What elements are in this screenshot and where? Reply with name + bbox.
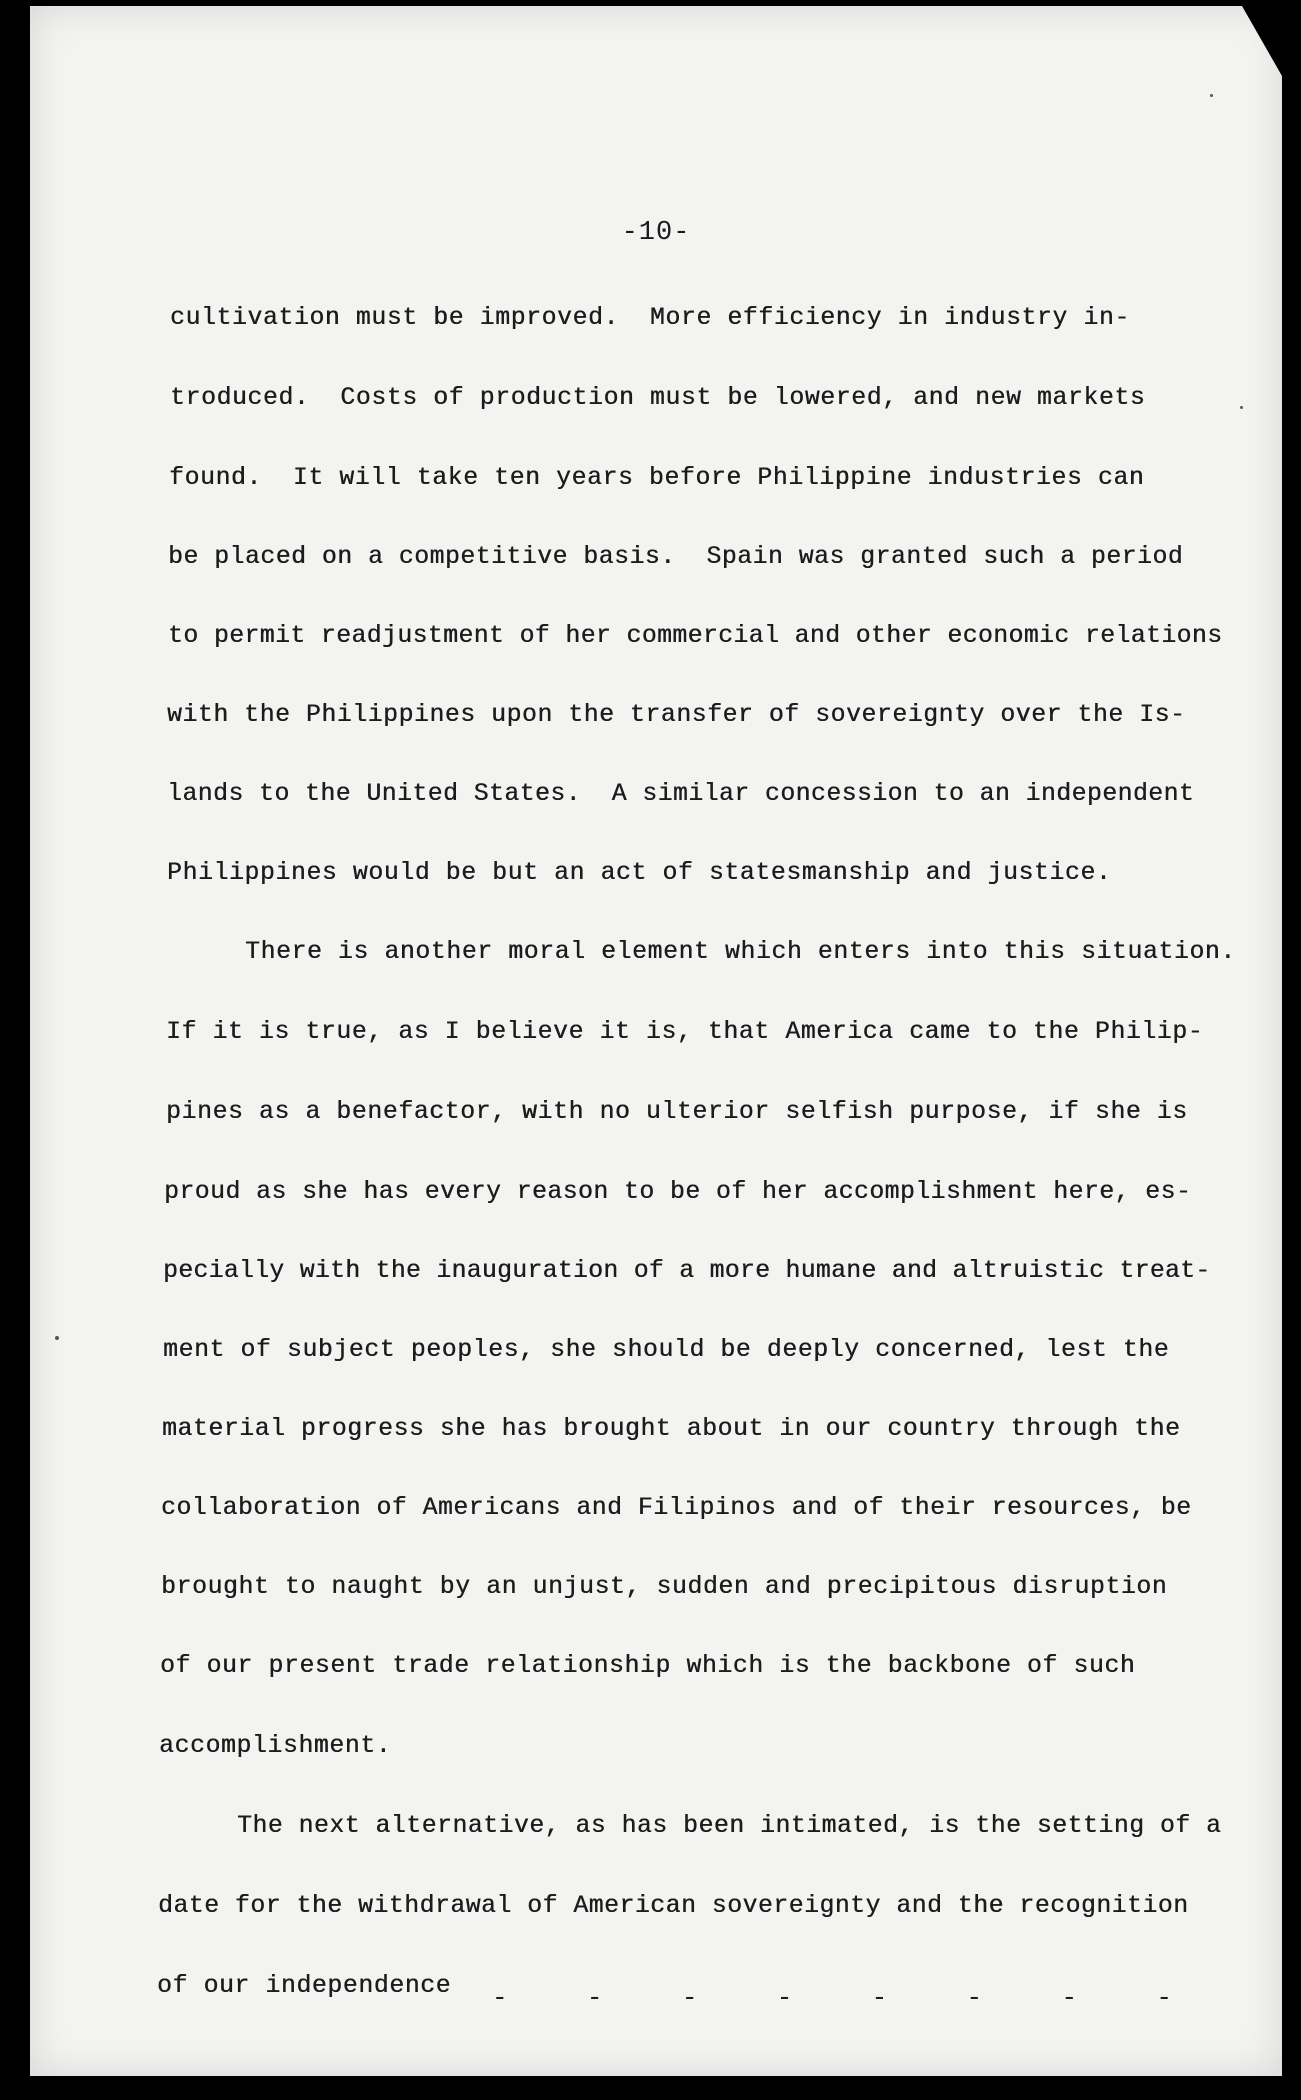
- ink-speck: [1210, 94, 1213, 97]
- text-line: of our independence: [157, 1972, 452, 2000]
- text-line: date for the withdrawal of American sovereignty and the recognition: [158, 1892, 1189, 1920]
- text-line: lands to the United States. A similar concession to an independent: [167, 780, 1195, 808]
- text-line: pines as a benefactor, with no ulterior selfish purpose, if she is: [166, 1098, 1188, 1126]
- text-line: Philippines would be but an act of statesmanship and justice.: [167, 859, 1112, 887]
- text-line: to permit readjustment of her commercial and other economic relations: [168, 622, 1223, 650]
- dash-leader: [492, 1983, 1172, 2013]
- document-page: [30, 6, 1282, 2076]
- folded-corner: [1242, 6, 1282, 76]
- text-line: found. It will take ten years before Philippine industries can: [169, 464, 1145, 492]
- page-number: -10-: [621, 218, 691, 248]
- text-line: of our present trade relationship which is the backbone of such: [160, 1652, 1136, 1680]
- dash: -: [871, 1983, 888, 2013]
- text-line: If it is true, as I believe it is, that America came to the Philip-: [166, 1018, 1204, 1046]
- dash: -: [1061, 1983, 1078, 2013]
- ink-speck: [1240, 406, 1243, 409]
- text-line: ment of subject peoples, she should be deeply concerned, lest the: [163, 1336, 1170, 1364]
- text-line: collaboration of Americans and Filipinos and of their resources, be: [161, 1494, 1192, 1522]
- dash: -: [776, 1983, 793, 2013]
- text-line: proud as she has every reason to be of her accomplishment here, es-: [164, 1178, 1192, 1206]
- ink-speck: [55, 1336, 59, 1340]
- text-line: brought to naught by an unjust, sudden and precipitous disruption: [161, 1573, 1168, 1601]
- dash: -: [1156, 1983, 1172, 2013]
- text-line: There is another moral element which enters into this situation.: [245, 938, 1236, 966]
- text-line: with the Philippines upon the transfer of sovereignty over the Is-: [167, 701, 1186, 729]
- text-line: be placed on a competitive basis. Spain was granted such a period: [168, 543, 1184, 571]
- dash: -: [681, 1983, 698, 2013]
- text-line: The next alternative, as has been intimated, is the setting of a: [237, 1812, 1222, 1840]
- dash: -: [492, 1983, 508, 2013]
- dash: -: [586, 1983, 603, 2013]
- text-line: accomplishment.: [159, 1732, 392, 1760]
- dash: -: [966, 1983, 983, 2013]
- text-line: material progress she has brought about in our country through the: [162, 1415, 1181, 1443]
- text-line: pecially with the inauguration of a more humane and altruistic treat-: [163, 1257, 1211, 1285]
- text-line: troduced. Costs of production must be lowered, and new markets: [170, 384, 1146, 412]
- text-line: cultivation must be improved. More efficiency in industry in-: [170, 304, 1130, 332]
